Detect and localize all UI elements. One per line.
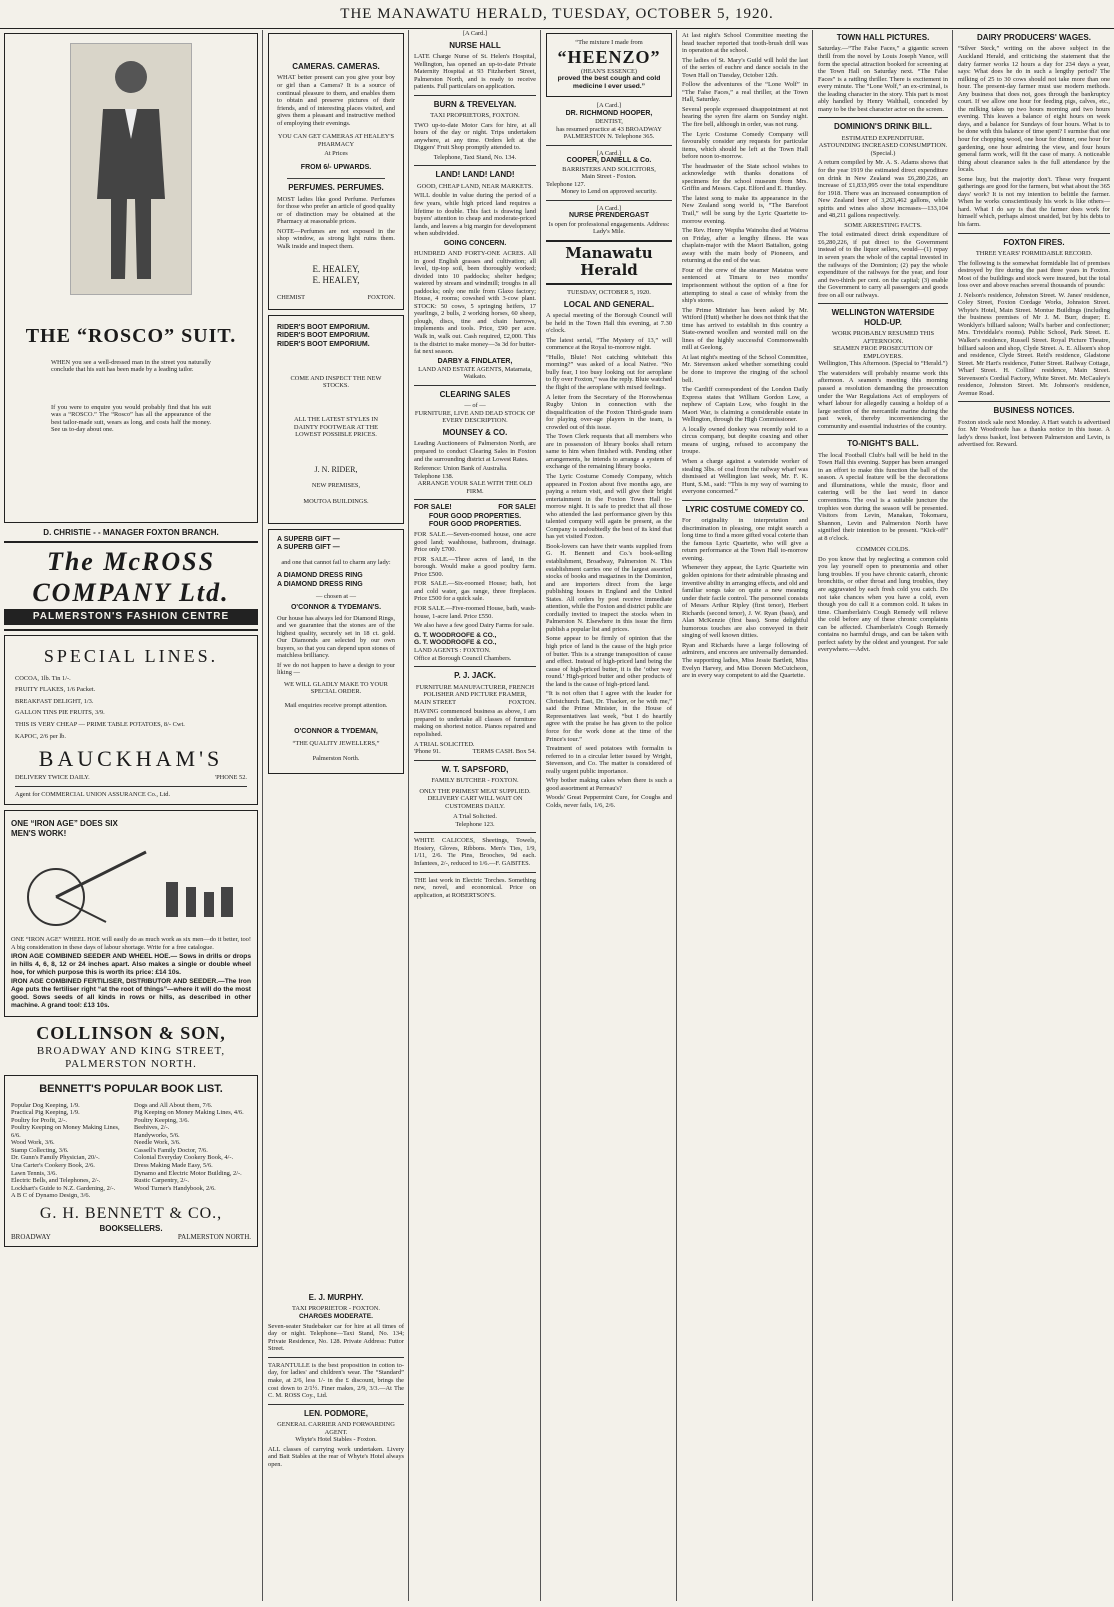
burn-heading: BURN & TREVELYAN. <box>433 99 517 109</box>
jack-trial: A TRIAL SOLICITED. <box>414 740 475 748</box>
podmore-text: ALL classes of carrying work undertaken. Livery and Bait Stables at the rear of Whyte's Hotel always open. <box>268 1445 404 1468</box>
cooper-sub: BARRISTERS AND SOLICITORS, <box>562 165 656 173</box>
book-item: Dynamo and Electric Motor Building, 2/-. <box>134 1169 242 1177</box>
wharf-sub: WORK PROBABLY RESUMED THIS AFTERNOON. <box>831 330 935 345</box>
rosco-title: THE “ROSCO” SUIT. <box>25 325 237 347</box>
bauckham-phone: 'PHONE 52. <box>214 774 247 782</box>
healey-name: E. HEALEY, <box>312 264 360 275</box>
cooper-money: Money to Lend on approved security. <box>561 188 657 196</box>
news-paragraph: At last night's meeting of the School Committee, Mr. Stevenson asked whether something could be done to improve the ringing of the school bell. <box>682 353 808 384</box>
mounsey-heading: MOUNSEY & CO. <box>442 428 508 438</box>
news-paragraph: For originality in interpretation and discrimination in pleasing, one might search a long time to find a more gifted vocal coterie than the famous Lyric Quartette, who will give a return performance at the Town Hall to-morrow evening. <box>682 517 808 562</box>
news-paragraph: Do you know that by neglecting a common cold you lay yourself open to pneumonia and other lung troubles. If you have chronic catarrh, chronic bronchitis, or other throat and lung troubles, they are aggravated by each fresh cold you catch. Do not take chances when you have a cold, even though you do call it a common cold. It takes in time. Chamberlain's Cough Remedy will relieve the cold before any of these chronic complaints can be affected. Chamberlain's Cough Remedy contains no harmful drugs, and can be taken with perfect safety by the oldest and youngest. For sale everywhere.—Advt. <box>818 555 948 654</box>
card-label: [A Card.] <box>596 149 622 157</box>
news-paragraph: At last night's School Committee meeting the head teacher reported that tooth-brush drill was in operation at the school. <box>682 32 808 55</box>
rider-heading: RIDER'S BOOT EMPORIUM. <box>277 340 370 348</box>
cameras-get: YOU CAN GET CAMERAS AT HEALEY'S PHARMACY <box>277 133 395 148</box>
news-paragraph: Several people expressed disappointment at not hearing the syren fire alarm on Sunday night. The fire bell, although in order, was not rung. <box>682 105 808 129</box>
notices-heading: BUSINESS NOTICES. <box>993 406 1075 416</box>
column-rule <box>540 30 541 1601</box>
diamond-heading: A DIAMOND DRESS RING <box>277 580 363 588</box>
column-7 <box>954 30 1114 1601</box>
oconnor-ad <box>268 529 404 774</box>
rider-buildings: MOUTOA BUILDINGS. <box>303 497 369 505</box>
oconnor-name: O'CONNOR & TYDEMAN'S. <box>290 604 382 612</box>
news-paragraph: The latest song to make its appearance in the New Zealand song world is, “The Barefoot Trail,” will be sung by the Lyric Quartette to-morrow evening. <box>682 194 808 225</box>
sapsford-heading: W. T. SAPSFORD, <box>441 764 509 774</box>
news-paragraph: When a charge against a waterside worker of stealing 3lbs. of coal from the railway wharf was dismissed at Wellington last week, Mr. F. K. Hunt, S.M., said: “This is my way of warning to everyone concerned.” <box>682 457 808 496</box>
murphy-text: Seven-seater Studebaker car for hire at all times of day or night. Telephone—Taxi Stand, No. 134; Private Residence, No. 128. Private Address: Futtor Street. <box>268 1322 404 1353</box>
book-item: Wood Turner's Handybook, 2/6. <box>134 1184 216 1192</box>
book-item: Rustic Carpentry, 2/-. <box>134 1177 189 1185</box>
special-item: BREAKFAST DELIGHT, 1/3. <box>15 697 94 705</box>
book-item: Needle Work, 3/6. <box>134 1139 181 1147</box>
jack-text: HAVING commenced business as above, I am prepared to undertake all classes of furniture making on shortest notice. Pianos repaired and repolished. <box>414 708 536 738</box>
hooper-heading: DR. RICHMOND HOOPER, <box>565 109 653 117</box>
news-paragraph: “Hullo, Bluie! Not catching whitebait this morning?” was asked of a local Native. “No bully fear, I too busy looking out for aeroplane to fly over Foxton,” was the reply. Bluie watched the flight of the aeroplane with mixed feelings. <box>546 353 672 391</box>
news-paragraph: Whenever they appear, the Lyric Quartette win golden opinions for their admirable phrasing and inventive ability in arranging effects, and old and familiar songs take on quite a new meaning under their facile control. The personnel consists of Messrs Arthur Ripley (first tenor), Herbert Richards (second tenor), J. W. Ryan (bass), and Alan McKenzie (first bass). Some delightful humorous touches are also conveyed in their singing of well known ditties. <box>682 564 808 640</box>
wharf-sub: SEAMEN FROE PROSECUTION OF EMPLOYERS. <box>833 345 933 360</box>
masthead: THE MANAWATU HERALD, TUESDAY, OCTOBER 5, 1920. <box>0 0 1114 29</box>
four-good-heading: FOUR GOOD PROPERTIES. <box>428 520 522 528</box>
going-heading: GOING CONCERN. <box>443 239 507 247</box>
cameras-prices: At Prices <box>324 150 348 158</box>
oconnor-mail: Mail enquiries receive prompt attention. <box>284 702 388 710</box>
special-item: THIS IS VERY CHEAP — PRIME TABLE POTATOES, 8/- Cwt. <box>15 721 185 728</box>
nurse-hall-text: LATE Charge Nurse of St. Helen's Hospital, Wellington, has opened an up-to-date Private Maternity Hospital at 93 Fitzherbert Street, Palmerston North, and is ready to receive patients. Full particulars on application. <box>414 52 536 91</box>
heenzo-name: “HEENZO” <box>557 46 661 67</box>
column-5 <box>678 30 812 1601</box>
column-rule <box>262 30 263 1601</box>
book-item: Practical Pig Keeping, 1/9. <box>11 1109 80 1117</box>
card-label: [A Card.] <box>596 102 622 110</box>
wharf-heading: WELLINGTON WATERSIDE HOLD-UP. <box>831 308 935 327</box>
burn-sub: TAXI PROPRIETORS, FOXTON. <box>430 112 520 120</box>
news-paragraph: The Prime Minister has been asked by Mr. Witford (Hutt) whether he does not think that the time has arrived to establish in this country a State-owned woollen and worsted mill on the lines of the highly successful Commonwealth mill at Geelong. <box>682 306 808 352</box>
burn-tel: Telephone, Taxi Stand, No. 134. <box>433 153 517 161</box>
book-item: Dr. Gunn's Family Physician, 20/-. <box>11 1154 100 1162</box>
book-item: Popular Dog Keeping, 1/9. <box>11 1101 80 1109</box>
book-item: Dress Making Made Easy, 5/6. <box>134 1161 213 1169</box>
special-item: FRUITY FLAKES, 1/6 Packet. <box>15 686 96 694</box>
news-paragraph: The ladies of St. Mary's Guild will hold the last of the series of euchre and dance socials in the Town Hall on Tuesday, October 12th. <box>682 56 808 79</box>
colds-heading: COMMON COLDS. <box>856 546 910 554</box>
iron-age-combined: IRON AGE COMBINED SEEDER AND WHEEL HOE.— Sows in drills or drops in hills 4, 6, 8, 12 or 24 inches apart. Also makes a single or double wheel hoe, for which purpose this is worth its price: £14 10s. <box>11 953 251 976</box>
book-item: Lockhart's Guide to N.Z. Gardening, 2/-. <box>11 1184 116 1192</box>
iron-age-fertiliser: IRON AGE COMBINED FERTILISER, DISTRIBUTOR AND SEEDER.—The Iron Age puts the fertiliser right “at the root of things”—where it will do the most good. Sows seeds of all kinds in rows or hills, as described in other machine. A grand tool: £13 10s. <box>11 978 251 1009</box>
herald-nameplate: Manawatu Herald <box>546 240 672 285</box>
drink-special: (Special.) <box>870 149 896 157</box>
news-paragraph: Some buy, but the majority don't. These very frequent gatherings are good for the farmers, but what about the 365 days' work? It is not my intention to belittle the farmer. When he works conscientiously his work is like others—hard. What I do say is that the farmer does work for himself which, perhaps almost unaided, but by his debts to his farm. <box>958 175 1110 229</box>
bennett-town: PALMERSTON NORTH. <box>177 1233 251 1242</box>
rider-heading: RIDER'S BOOT EMPORIUM. <box>277 332 370 340</box>
news-paragraph: The Lyric Costume Comedy Company, which appeared in Foxton about five months ago, are paying a return visit, and will give their bright entertainment in the Foxton Town Hall to-morrow night. It is safe to predict that all those who attended the last performance given by this talented company will again be present, as the Company is undoubtedly the best of its kind that has yet visited Foxton. <box>546 472 672 541</box>
clearing-heading: CLEARING SALES <box>439 389 511 399</box>
diamond-heading: A DIAMOND DRESS RING <box>277 572 363 580</box>
prendergast-text: Is open for professional engagements. Address: Lady's Mile. <box>548 220 670 236</box>
book-item: Poultry Keeping on Money Making Lines, 6/6. <box>11 1124 120 1139</box>
book-item: Poultry Keeping, 3/6. <box>134 1116 190 1124</box>
hooper-sub: DENTIST, <box>595 118 623 126</box>
news-paragraph: J. Nelson's residence, Johnston Street. W. Janes' residence, Coley Street, Foxton Cordage Works, Johnston Street. Whyte's Hotel, Main Street. Montue Buildings (including the business premises of Mr J. M. Burr, draper; E. Wonklyn's billiard saloon; Wall's barber and confectioner; Mrs. Trividdale's rooms). Public School, Park Street. E. Walker's residence, Russell Street. Royal Picture Theatre, billiard saloon and shop, Clyde Street. A. E. Allsorn's shop and residence, Clyde Street. Reid's residence, Gladstone Street. Mr Hart's residence, Futter Street. Railway Cottage, Wharf Street. H. Collins' residence, Main Street. Stevenson's Cordial Factory, White Street. Mr. McCauley's residence, Johnston Street. Mr. Johnson's residence, Avenue Road. <box>958 291 1110 397</box>
news-paragraph: Four of the crew of the steamer Matatua were sentenced at Timaru to two months' imprisonment without the option of a fine for attempting to steal a case of whisky from the ship's stores. <box>682 266 808 305</box>
oconnor-name: O'CONNOR & TYDEMAN, <box>294 727 378 735</box>
ross-logo: The McROSS COMPANY Ltd. <box>32 547 230 608</box>
column-2-lower <box>264 1290 408 1601</box>
news-paragraph: Saturday.—“The False Faces,” a gigantic screen thrill from the novel by Louis Joseph Vance, will form the special attraction booked for screening at the Town Hall on Saturday next. “The False Faces” is a rattling thriller. There is excitement in every minute. The “Lone Wolf,” an ex-criminal, is the leading character in the story. This part is most ably handled by Henry Walthall, conceded by many to be the best character actor on the screen. <box>818 45 948 113</box>
calicoes-ad: WHITE CALICOES, Sheetings, Towels, Hosiery, Gloves, Ribbons. Men's Ties, 1/9, 1/11, 2/6. Tie Pins, Brooches, 9d each. Infantees, 2/-, reduced to 1/6.—F. GABITES. <box>414 837 536 867</box>
news-paragraph: A return compiled by Mr. A. S. Adams shows that for the year 1919 the estimated direct expenditure on drink in New Zealand was £6,280,226, an increase of £1,833,995 over the total expenditure for 1918. There was an increased consumption of New Zealand beer of 3,263,462 gallons, while spirits and wines also show increases—133,104 and 48,211 gallons respectively. <box>818 159 948 220</box>
column-rule <box>812 30 813 1601</box>
darby-heading: DARBY & FINDLATER, <box>437 357 513 365</box>
rider-premises: NEW PREMISES, <box>311 482 361 490</box>
podmore-address: Whyte's Hotel Stables - Foxton. <box>295 1436 377 1444</box>
hooper-text: has resumed practice at 43 BROADWAY PALMERSTON N. Telephone 365. <box>556 125 662 141</box>
rosco-footer: D. CHRISTIE - - MANAGER FOXTON BRANCH. <box>43 528 219 537</box>
column-rule <box>408 30 409 1601</box>
jack-town: FOXTON. <box>508 698 536 706</box>
land-sub: GOOD, CHEAP LAND, NEAR MARKETS. <box>416 182 534 190</box>
news-paragraph: “Silver Steck,” writing on the above subject in the Auckland Herald, and criticising the statement that the dairy farmer works 12 hours a day for 234 days a year, says: What does he do in such a lengthy period? The milking of 25 to 30 cows should not take more than one hour. The present-day farmer must use modern methods. Any business that does not, goes through the bankruptcy court. If we allow one hour for feeding pigs, calves, etc., the milking takes up two hours morning and two hours evening. This leaves a balance of eight hours on week days, and a balance for Sundays of four hours. What is to be done with this balance of time spent? I surmise that one hour for chopping wood, one hour for dinner, one hour for gardening, one hour admiring the view, and four hours general farm work, will fit the case of many. A noticeable thing about clearance sales is the full attendance by the locals. <box>958 45 1110 174</box>
heenzo-text: proved the best cough and cold medicine I ever used.” <box>557 75 661 91</box>
news-paragraph: The latest serial, “The Mystery of 13,” will commence at the Royal to-morrow night. <box>546 336 672 352</box>
column-4 <box>542 30 676 1601</box>
news-paragraph: Follow the adventures of the “Lone Wolf” in “The False Faces,” a real thriller, at the Town Hall, Saturday. <box>682 81 808 104</box>
prendergast-heading: NURSE PRENDERGAST <box>568 212 650 220</box>
news-paragraph: Ryan and Richards have a large following of admirers, and encores are universally demanded. The supporting ladies, Miss Jessie Bartlett, Miss Evelyn Harvey, and Miss Doreen McCutcheon, are in every way competent to aid the Quartette. <box>682 641 808 680</box>
land-text: WILL double in value during the period of a few years, while high priced land requires a lifetime to double. This fact is drawing land buyers' attention to cheap and moderate-priced lands, and leaves a big margin for development when subdivided. <box>414 192 536 238</box>
news-paragraph: The Town Clerk requests that all members who are in possession of library books shall return same to him when finished with. Pending other arrangements, he intends to arrange a system of exchange of the remaining library books. <box>546 433 672 471</box>
woodroofe-heading: G. T. WOODROOFE & CO., <box>414 631 497 639</box>
rider-heading: RIDER'S BOOT EMPORIUM. <box>277 324 370 332</box>
gift-heading: A SUPERB GIFT — <box>277 544 340 552</box>
cameras-text: WHAT better present can you give your boy or girl than a Camera? It is a source of continual pleasure to them, and enables them to obtain and preserve pictures of their friends, and of interesting places visited, and gives them a pleasant and instructive method of employing their evenings. <box>277 74 395 127</box>
column-3 <box>410 30 540 1601</box>
book-item: Dogs and All About them, 7/6. <box>134 1101 213 1109</box>
news-paragraph: Book-lovers can have their wants supplied from G. H. Bennett and Co.'s book-selling establishment, Broadway, Palmerston N. This establishment carries one of the largest assorted stocks of books and magazines in the Dominion, and are importers direct from the large publishing houses in England and the United States. All orders by post receive immediate attention, while the Foxton and district public are cordially invited to inspect the stocks when in Palmerston N. Elsewhere in this issue the firm publish a popular list and prices. <box>546 542 673 633</box>
book-item: Beehives, 2/-. <box>134 1124 170 1132</box>
fires-heading: FOXTON FIRES. <box>1003 237 1065 247</box>
news-paragraph: Why bother making cakes when there is such a good assortment at Perreau's? <box>546 777 672 792</box>
news-paragraph: The Cardiff correspondent of the London Daily Express states that William Gordon Low, a nephew of Captain Low, who fought in the Maori War, is claiming a considerable estate in Wellington, through the High Commissioner. <box>682 386 808 424</box>
news-paragraph: Foxton stock sale next Monday. A Hart watch is advertised for. Mr Woodroofe has a thanks notice in this issue. A lady's dress basket, lost between Palmerston and Levin, is advertised for. Reward. <box>958 418 1110 449</box>
news-paragraph: Treatment of seed potatoes with formalin is referred to in a circular letter issued by Wright, Stevenson, and Co. The matter is considered of really urgent public importance. <box>546 745 672 775</box>
land-heading: LAND! LAND! LAND! <box>435 170 515 180</box>
news-paragraph: “It is not often that I agree with the leader for Christchurch East, Dr. Thacker, or he with me,” said the Prime Minister, in the House of Representatives last week, “but I do heartily agree with the praise he has given to the police force for the work done at the time of the Prince's tour.” <box>546 690 672 743</box>
oconnor-special: WE WILL GLADLY MAKE TO YOUR SPECIAL ORDER. <box>284 680 388 696</box>
perfumes-note: NOTE—Perfumes are not exposed in the shop window, as strong light ruins them. Walk inside and inspect them. <box>277 227 395 250</box>
mounsey-reference: Reference: Union Bank of Australia. <box>414 465 508 473</box>
news-paragraph: The headmaster of the State school wishes to acknowledge with thanks donations of specimens for the school museum from Mrs. Griffin and Messrs. Capt. Elford and E. Huntley. <box>682 162 808 193</box>
cameras-ad <box>268 33 404 310</box>
woodroofe-office: Office at Borough Council Chambers. <box>414 654 512 662</box>
column-1 <box>0 30 262 1601</box>
jack-heading: P. J. JACK. <box>454 671 496 681</box>
drink-facts: SOME ARRESTING FACTS. <box>844 221 922 229</box>
cooper-heading: COOPER, DANIELL & Co. <box>566 157 652 165</box>
murphy-sub: TAXI PROPRIETOR - FOXTON. <box>291 1305 381 1313</box>
column-6 <box>814 30 952 1601</box>
card-label: [A Card.] <box>462 30 488 37</box>
forsale-heading: FOR SALE! <box>498 504 536 512</box>
going-text: HUNDRED AND FORTY-ONE ACRES. All in good English grasses and cultivation; all level, tip-top soil, been thoroughly worked; divided into 10 paddocks; shelter hedges; watered by stream and windmill; troughs in all paddocks; only one mile from Glaxo factory; House, 4 rooms; cowshed with 3-cow plant. STOCK: 50 cows, 5 springing heifers, 17 yearlings, 2 bulls, 2 working horses, 60 sheep, plough, discs, tine and chain harrows, implements and tools. Price, £90 per acre. Walk in, walk out. Cash required, £2,000. This is the district to make money—3s 3d for butter-fat next season. <box>414 249 536 356</box>
bennett-ad <box>4 1075 258 1248</box>
rosco-text: WHEN you see a well-dressed man in the street you naturally conclude that his suit has been made by a leading tailor. <box>51 358 211 374</box>
news-paragraph: A special meeting of the Borough Council will be held in the Town Hall this evening, at 7.30 o'clock. <box>546 312 672 335</box>
lyric-heading: LYRIC COSTUME COMEDY CO. <box>685 504 805 514</box>
news-paragraph: A letter from the Secretary of the Horowhenua Rugby Union in connection with the disqualification of the Foxton Third-grade team for playing over-age players in the team, is crowded out of this issue. <box>546 393 672 431</box>
local-heading: LOCAL AND GENERAL. <box>563 299 655 309</box>
special-item: COCOA, 1lb. Tin 1/-. <box>15 674 71 682</box>
property-listing: FOR SALE.—Seven-roomed house, one acre good land; washhouse, bathroom, drainage. Price only £700. <box>414 531 536 554</box>
fires-sub: THREE YEARS' FORMIDABLE RECORD. <box>975 250 1093 257</box>
murphy-heading: E. J. MURPHY. <box>308 1293 364 1302</box>
iron-age-text: ONE “IRON AGE” WHEEL HOE will easily do as much work as six men—do it better, too! A big consideration in these days of labour shortage. Write for a free catalogue. <box>11 936 251 951</box>
column-rule <box>676 30 677 1601</box>
ross-tagline: PALMERSTON'S FASHION CENTRE <box>4 609 258 625</box>
news-paragraph: The watersiders will probably resume work this afternoon. A seamen's meeting this morning passed a resolution demanding the prosecution under the War Regulations Act of employers of wharf labour for allegedly causing a holdup of a large section of the mercantile marine during the past week, thereby inconveniencing the community and essential industries of the country. <box>818 369 948 430</box>
dairy-heading: DAIRY PRODUCERS' WAGES. <box>977 33 1091 42</box>
wheel-hoe-illustration <box>16 842 246 932</box>
clearing-of: — of — <box>464 402 486 410</box>
property-listing: FOR SALE.—Six-roomed House; bath, hot and cold water, gas range, three fireplaces. Price £500 for a quick sale. <box>414 580 536 603</box>
collinson-name: COLLINSON & SON, <box>36 1023 226 1044</box>
cooper-address: Main Street - Foxton. <box>581 173 637 181</box>
book-item: Lawn Tennis, 3/6. <box>11 1169 57 1177</box>
collinson-address: BROADWAY AND KING STREET, PALMERSTON NORTH. <box>36 1044 226 1070</box>
forsale-heading: FOR SALE! <box>414 504 452 512</box>
book-item: Una Carter's Cookery Book, 2/6. <box>11 1161 95 1169</box>
woodroofe-heading: G. T. WOODROOFE & CO., <box>414 639 497 647</box>
book-item: A B C of Dynamo Design, 3/6. <box>11 1192 91 1200</box>
heenzo-sub: (HEAN'S ESSENCE) <box>580 67 637 75</box>
rider-come: COME AND INSPECT THE NEW STOCKS. <box>290 374 382 390</box>
perfumes-text: MOST ladies like good Perfume. Perfumes for those who prefer an article of good quality or of distinction may be obtained at the Pharmacy at reasonable prices. <box>277 195 395 226</box>
healey-town: FOXTON. <box>367 293 395 301</box>
bennett-booksellers: BOOKSELLERS. <box>99 1223 163 1233</box>
mounsey-tel: Telephone 138. <box>414 472 454 480</box>
cameras-heading: CAMERAS. CAMERAS. <box>292 62 380 71</box>
bennett-title: BENNETT'S POPULAR BOOK LIST. <box>39 1082 223 1095</box>
four-good-heading: FOUR GOOD PROPERTIES. <box>428 512 522 520</box>
card-label: [A Card.] <box>596 204 622 212</box>
wheel-hoe-icon <box>16 842 246 932</box>
news-paragraph: The following is the somewhat formidable list of premises destroyed by fire during the past three years in Foxton. Most of the buildings and stock were insured, but the total loss over and above reaches several thousands of pounds: <box>958 259 1110 290</box>
drink-heading: DOMINION'S DRINK BILL. <box>834 122 932 132</box>
gift-text: and one that cannot fail to charm any lady: <box>281 558 391 566</box>
iron-age-title: ONE “IRON AGE” DOES SIX MEN'S WORK! <box>11 819 118 838</box>
nurse-hall-heading: NURSE HALL <box>449 40 501 50</box>
bennett-address: BROADWAY <box>11 1233 51 1242</box>
book-item: Handyworks, 5/6. <box>134 1131 180 1139</box>
bennett-company: G. H. BENNETT & CO., <box>39 1204 223 1222</box>
mounsey-arrange: ARRANGE YOUR SALE WITH THE OLD FIRM. <box>417 480 533 495</box>
mounsey-text: Leading Auctioneers of Palmerston North, are prepared to conduct Clearing Sales in Foxton and the surrounding district at Lowest Rates. <box>414 440 536 463</box>
cooper-tel: Telephone 127. <box>546 180 586 188</box>
wharf-dateline: Wellington, This Afternoon. (Special to “Herald.”) <box>818 360 948 368</box>
jack-sub: FURNITURE MANUFACTURER, FRENCH POLISHER AND PICTURE FRAMER, <box>415 683 535 699</box>
book-item: Pig Keeping on Money Making Lines, 4/6. <box>134 1109 244 1117</box>
book-item: Colonial Everyday Cookery Book, 4/-. <box>134 1154 234 1162</box>
column-rule <box>952 30 953 1601</box>
healey-name: E. HEALEY, <box>312 275 360 286</box>
heenzo-quote: “The mixture I made from <box>575 39 643 46</box>
book-item: Electric Bells, and Telephones, 2/-. <box>11 1177 101 1185</box>
bauckham-delivery: DELIVERY TWICE DAILY. <box>15 774 90 782</box>
news-paragraph: The Rev. Henry Wepiha Wainohu died at Wairoa on Friday, after a lengthy illness. He was chaplain-major with the Maori Battalion, going away with the main body of Pioneers, and returning at the end of the war. <box>682 227 808 265</box>
oconnor-tagline: “THE QUALITY JEWELLERS,” <box>292 739 380 747</box>
jack-phone: 'Phone 91. <box>414 748 441 756</box>
clearing-items: FURNITURE, LIVE AND DEAD STOCK OF EVERY DESCRIPTION. <box>414 409 536 425</box>
rider-ad <box>268 315 404 524</box>
rider-styles: ALL THE LATEST STYLES IN DAINTY FOOTWEAR AT THE LOWEST POSSIBLE PRICES. <box>293 416 379 439</box>
gift-heading: A SUPERB GIFT — <box>277 536 340 544</box>
rosco-text: If you were to enquire you would probably find that his suit was a “ROSCO.” The “Rosco” has all the appearance of the best tailor-made suit, wears as long, and costs half the money. See us to-day about one. <box>51 403 211 434</box>
darby-sub: LAND AND ESTATE AGENTS, Matamata, Waikato. <box>418 365 532 381</box>
drink-sub: ASTOUNDING INCREASED CONSUMPTION. <box>818 142 948 150</box>
special-item: GALLON TINS PIE FRUITS, 3/9. <box>15 709 105 717</box>
rider-name: J. N. RIDER, <box>314 464 358 474</box>
oconnor-town: Palmerston North. <box>312 755 360 763</box>
news-paragraph: The local Football Club's ball will be held in the Town Hall this evening. Supper has been arranged in an effort to make this function the ball of the season. A special feature will be the decorations and illuminations, while the music, floor and catering will be the last word in dance conventions. The oval is a suitable juncture the trophies won during the season will be presented. Visitors from Levin, Manakau, Tokomaru, Shannon, Levin and Palmerston North have signified their intention to be present. “Kick-off” at 8 o'clock. <box>818 451 948 542</box>
book-item: Cassell's Family Doctor, 7/6. <box>134 1146 208 1154</box>
healey-chemist: CHEMIST <box>277 293 306 301</box>
jack-street: MAIN STREET <box>414 698 457 706</box>
murphy-charges: CHARGES MODERATE. <box>299 1312 373 1320</box>
property-listing: FOR SALE.—Five-roomed House, bath, wash-house, 1-acre land. Price £550. <box>414 604 536 620</box>
sapsford-sub: FAMILY BUTCHER - FOXTON. <box>431 777 519 785</box>
bauckham-agent: Agent for COMMERCIAL UNION ASSURANCE Co., Ltd. <box>15 790 171 798</box>
iron-age-ad <box>4 810 258 1017</box>
torches-ad: THE last work in Electric Torches. Something new, novel, and economical. Price on application, at ROBERTSON'S. <box>414 876 536 899</box>
book-item: Wood Work, 3/6. <box>11 1139 55 1147</box>
news-paragraph: The total estimated direct drink expenditure of £6,280,226, if put direct to the Government instead of to the liquor sellers, would—(1) repay in seven years the whole of the capital invested in the railways of the Dominion; (2) pay the whole expenditure of the railways for the year, and four and two-thirds per cent. on the capital; (3) enable the Government to carry all passengers and goods free on all our railways. <box>818 231 948 299</box>
special-title: SPECIAL LINES. <box>43 645 219 666</box>
perfumes-heading: PERFUMES. PERFUMES. <box>288 183 384 193</box>
woodroofe-land: LAND AGENTS : FOXTON. <box>414 647 491 655</box>
heenzo-ad <box>546 33 672 97</box>
suited-man-icon <box>81 49 181 289</box>
sapsford-trial: A Trial Solicited. <box>453 813 497 821</box>
oconnor-text: If we do not happen to have a design to your liking — <box>277 661 395 677</box>
news-paragraph: The Lyric Costume Comedy Company will favourably consider any requests for particular items, which should be left at the Town Hall before noon to-morrow. <box>682 130 808 161</box>
ball-heading: TO-NIGHT'S BALL. <box>847 439 919 449</box>
news-paragraph: Some appear to be firmly of opinion that the high price of land is the cause of the high price of butter. This is a strange transposition of cause and effect. Instead of high-priced land being the cause of high-priced butter, it is the ‘other way round.’ High-priced butter and other products of the land is the cause of high-priced land. <box>546 635 672 688</box>
jack-terms: TERMS CASH. Box 54. <box>472 748 536 756</box>
book-item: Stamp Collecting, 3/6. <box>11 1146 69 1154</box>
bauckham-name: BAUCKHAM'S <box>38 746 224 772</box>
oconnor-text: Our house has always led for Diamond Rings, and we guarantee that the stones are of the highest quality, securely set in 18 ct. gold. Our Diamonds are selected by our own buyers, so that you can depend upon stones of matchless brilliancy. <box>277 614 395 660</box>
news-paragraph: Woods' Great Peppermint Cure, for Coughs and Colds, never fails, 1/6, 2/6. <box>546 794 672 809</box>
news-paragraph: A locally owned donkey was recently sold to a circus company, but despite coaxing and other means of urging, refused to accompany the troupe. <box>682 425 808 456</box>
podmore-sub: GENERAL CARRIER AND FORWARDING AGENT. <box>277 1421 395 1436</box>
tarantulle-ad: TARANTULLE is the best proposition in cotton to-day, for ladies' and children's wear. The “Standard” make, at 2/6, less 1/- in the £ discount, brings the cost down to 2/1½. Finer makes, 2/9, 3/3.—At The C. M. ROSS Coy., Ltd. <box>268 1361 404 1400</box>
chosen-at: — chosen at — <box>316 592 356 600</box>
special-lines-ad <box>4 635 258 806</box>
suited-man-illustration <box>70 43 192 295</box>
townhall-heading: TOWN HALL PICTURES. <box>836 33 930 42</box>
sapsford-tel: Telephone 123. <box>455 820 495 828</box>
herald-date: TUESDAY, OCTOBER 5, 1920. <box>567 289 651 297</box>
book-item: Poultry for Profit, 2/-. <box>11 1116 67 1124</box>
podmore-heading: LEN. PODMORE, <box>303 1408 368 1418</box>
burn-text: TWO up-to-date Motor Cars for hire, at all hours of the day or night. Trips undertaken anywhere, at any time. Orders left at the Diggers' Fruit Shop promptly attended to. <box>414 121 536 152</box>
ross-logo-block <box>4 541 258 630</box>
drink-sub: ESTIMATED EXPENDITURE. <box>841 134 925 142</box>
property-also: We also have a few good Dairy Farms for sale. <box>414 622 534 630</box>
sapsford-meat: ONLY THE PRIMEST MEAT SUPPLIED. DELIVERY CART WILL WAIT ON CUSTOMERS DAILY. <box>419 787 531 810</box>
rosco-ad <box>4 33 258 523</box>
cameras-from: FROM 6/- UPWARDS. <box>300 163 372 171</box>
special-item: KAPOC, 2/6 per lb. <box>15 732 66 740</box>
property-listing: FOR SALE.—Three acres of land, in the borough. Would make a good poultry farm. Price £500. <box>414 555 536 578</box>
